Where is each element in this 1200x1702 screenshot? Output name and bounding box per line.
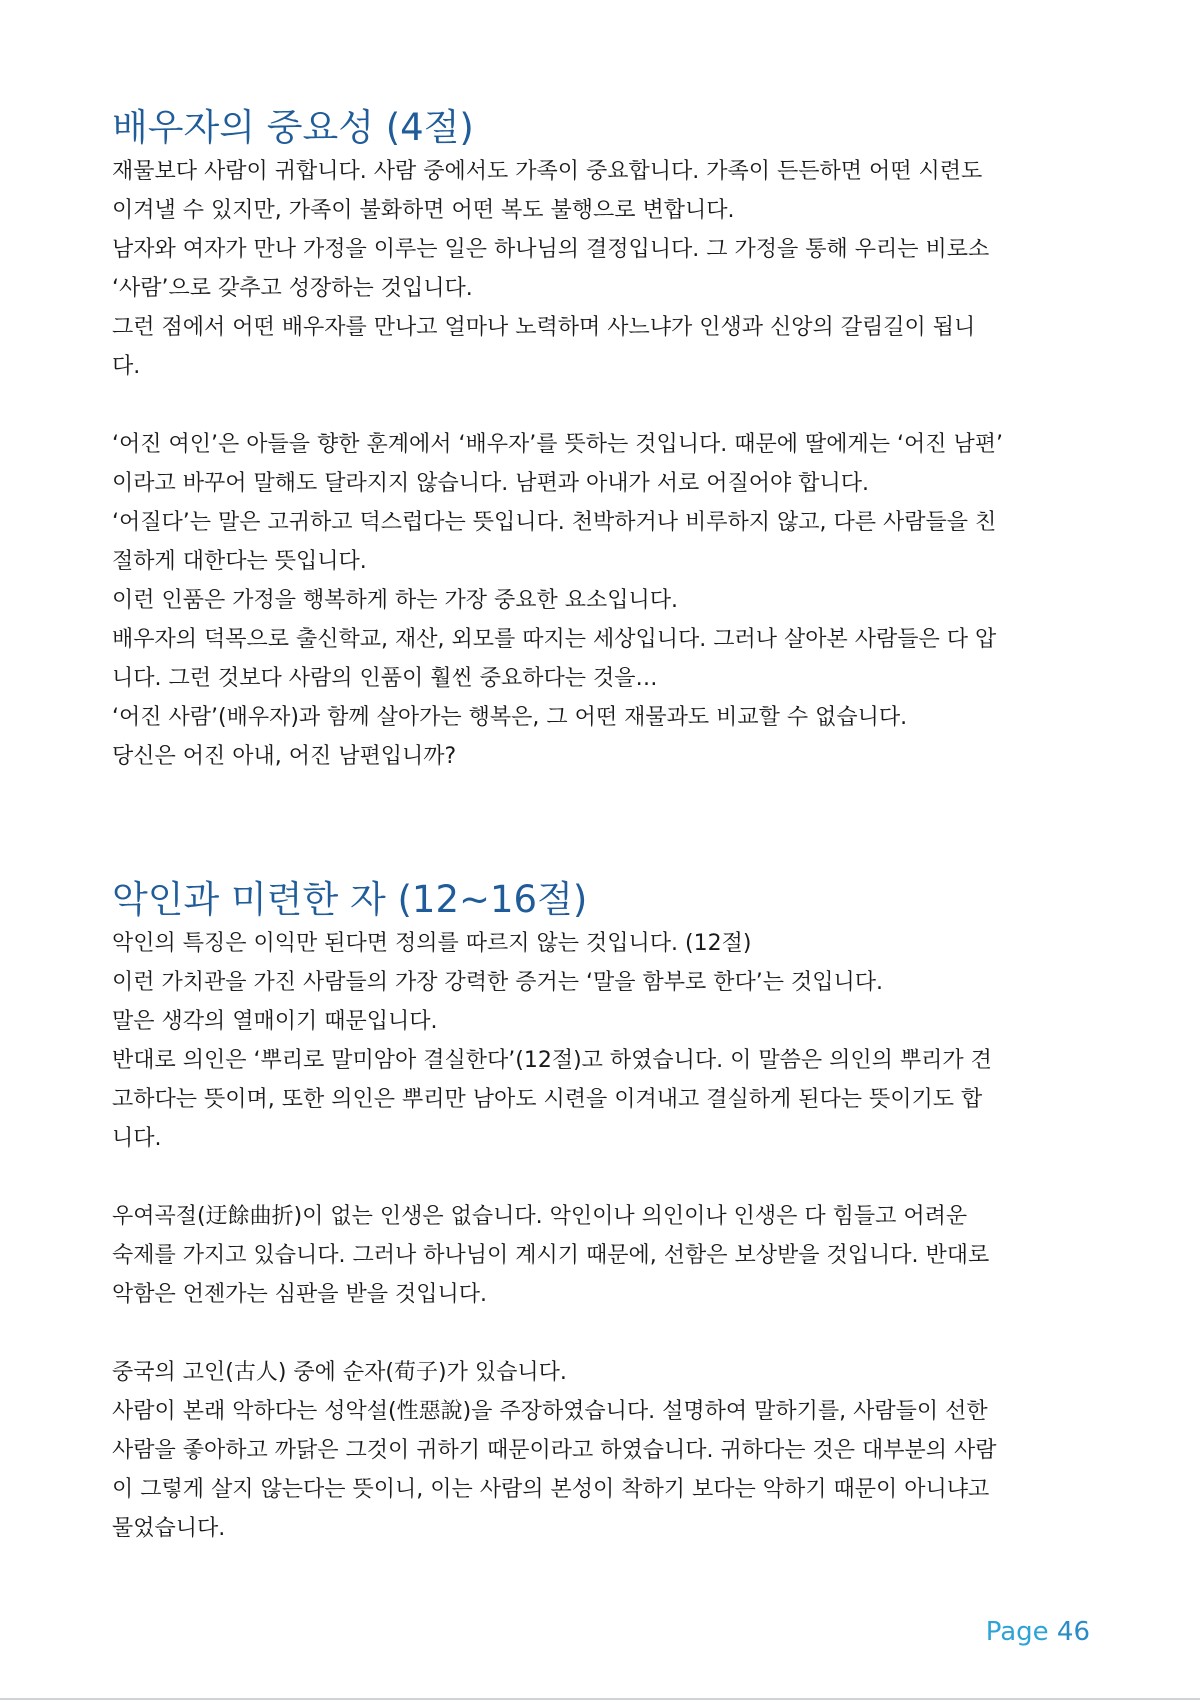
text-line: 물었습니다. — [112, 1516, 226, 1541]
text-line: 이런 인품은 가정을 행복하게 하는 가장 중요한 요소입니다. — [112, 588, 678, 613]
text-line: 말은 생각의 열매이기 때문입니다. — [112, 1009, 438, 1034]
text-line: 재물보다 사람이 귀합니다. 사람 중에서도 가족이 중요합니다. 가족이 든든하면 어떤 시련도 — [112, 159, 983, 184]
text-line: 남자와 여자가 만나 가정을 이루는 일은 하나님의 결정입니다. 그 가정을 통해 우리는 비로소 — [112, 237, 990, 262]
text-line: 숙제를 가지고 있습니다. 그러나 하나님이 계시기 때문에, 선함은 보상받을 것입니다. 반대로 — [112, 1243, 990, 1268]
paragraph-gap — [112, 386, 1097, 425]
paragraph-gap — [112, 1314, 1097, 1353]
text-line: 악인의 특징은 이익만 된다면 정의를 따르지 않는 것입니다. (12절) — [112, 931, 752, 956]
section-body — [112, 924, 1097, 1548]
text-line: 악함은 언젠가는 심판을 받을 것입니다. — [112, 1282, 487, 1307]
text-line: 절하게 대한다는 뜻입니다. — [112, 549, 367, 574]
text-line: 다. — [112, 354, 141, 379]
section-body — [112, 152, 1097, 776]
bottom-divider — [0, 1698, 1200, 1700]
text-line: 이 그렇게 살지 않는다는 뜻이니, 이는 사람의 본성이 착하기 보다는 악하기 때문이 아니냐고 — [112, 1477, 990, 1502]
text-line: 이라고 바꾸어 말해도 달라지지 않습니다. 남편과 아내가 서로 어질어야 합니다. — [112, 471, 869, 496]
text-line: 그런 점에서 어떤 배우자를 만나고 얼마나 노력하며 사느냐가 인생과 신앙의 갈림길이 됩니 — [112, 315, 976, 340]
text-line: 반대로 의인은 ‘뿌리로 말미암아 결실한다’(12절)고 하였습니다. 이 말씀은 의인의 뿌리가 견 — [112, 1048, 992, 1073]
text-line: 니다. 그런 것보다 사람의 인품이 훨씬 중요하다는 것을… — [112, 666, 658, 691]
text-line: ‘어진 여인’은 아들을 향한 훈계에서 ‘배우자’를 뜻하는 것입니다. 때문에 딸에게는 ‘어진 남편’ — [112, 432, 1003, 457]
text-line: 이런 가치관을 가진 사람들의 가장 강력한 증거는 ‘말을 함부로 한다’는 것입니다. — [112, 970, 883, 995]
page-number — [986, 1612, 1090, 1652]
text-line: 중국의 고인(古人) 중에 순자(荀子)가 있습니다. — [112, 1360, 567, 1385]
page-label: Page — [985, 1617, 1049, 1647]
section-heading: 악인과 미련한 자 (12~16절) — [112, 878, 588, 921]
text-line: 우여곡절(迂餘曲折)이 없는 인생은 없습니다. 악인이나 의인이나 인생은 다 힘들고 어려운 — [112, 1204, 968, 1229]
section-spouse-importance — [112, 104, 1097, 776]
page-number-value: 46 — [1056, 1617, 1090, 1647]
section-wicked-and-foolish — [112, 876, 1097, 1548]
text-line: 사람을 좋아하고 까닭은 그것이 귀하기 때문이라고 하였습니다. 귀하다는 것은 대부분의 사람 — [112, 1438, 997, 1463]
text-line: 니다. — [112, 1126, 162, 1151]
text-line: ‘어진 사람’(배우자)과 함께 살아가는 행복은, 그 어떤 재물과도 비교할 수 없습니다. — [112, 705, 908, 730]
text-line: ‘어질다’는 말은 고귀하고 덕스럽다는 뜻입니다. 천박하거나 비루하지 않고, 다른 사람들을 친 — [112, 510, 997, 535]
text-line: 사람이 본래 악하다는 성악설(性惡說)을 주장하였습니다. 설명하여 말하기를, 사람들이 선한 — [112, 1399, 988, 1424]
section-heading: 배우자의 중요성 (4절) — [112, 106, 474, 149]
text-line: 고하다는 뜻이며, 또한 의인은 뿌리만 남아도 시련을 이겨내고 결실하게 된다는 뜻이기도 합 — [112, 1087, 983, 1112]
text-line: 이겨낼 수 있지만, 가족이 불화하면 어떤 복도 불행으로 변합니다. — [112, 198, 735, 223]
text-line: 배우자의 덕목으로 출신학교, 재산, 외모를 따지는 세상입니다. 그러나 살아본 사람들은 다 압 — [112, 627, 997, 652]
paragraph-gap — [112, 1158, 1097, 1197]
text-line: 당신은 어진 아내, 어진 남편입니까? — [112, 744, 457, 769]
text-line: ‘사람’으로 갖추고 성장하는 것입니다. — [112, 276, 473, 301]
